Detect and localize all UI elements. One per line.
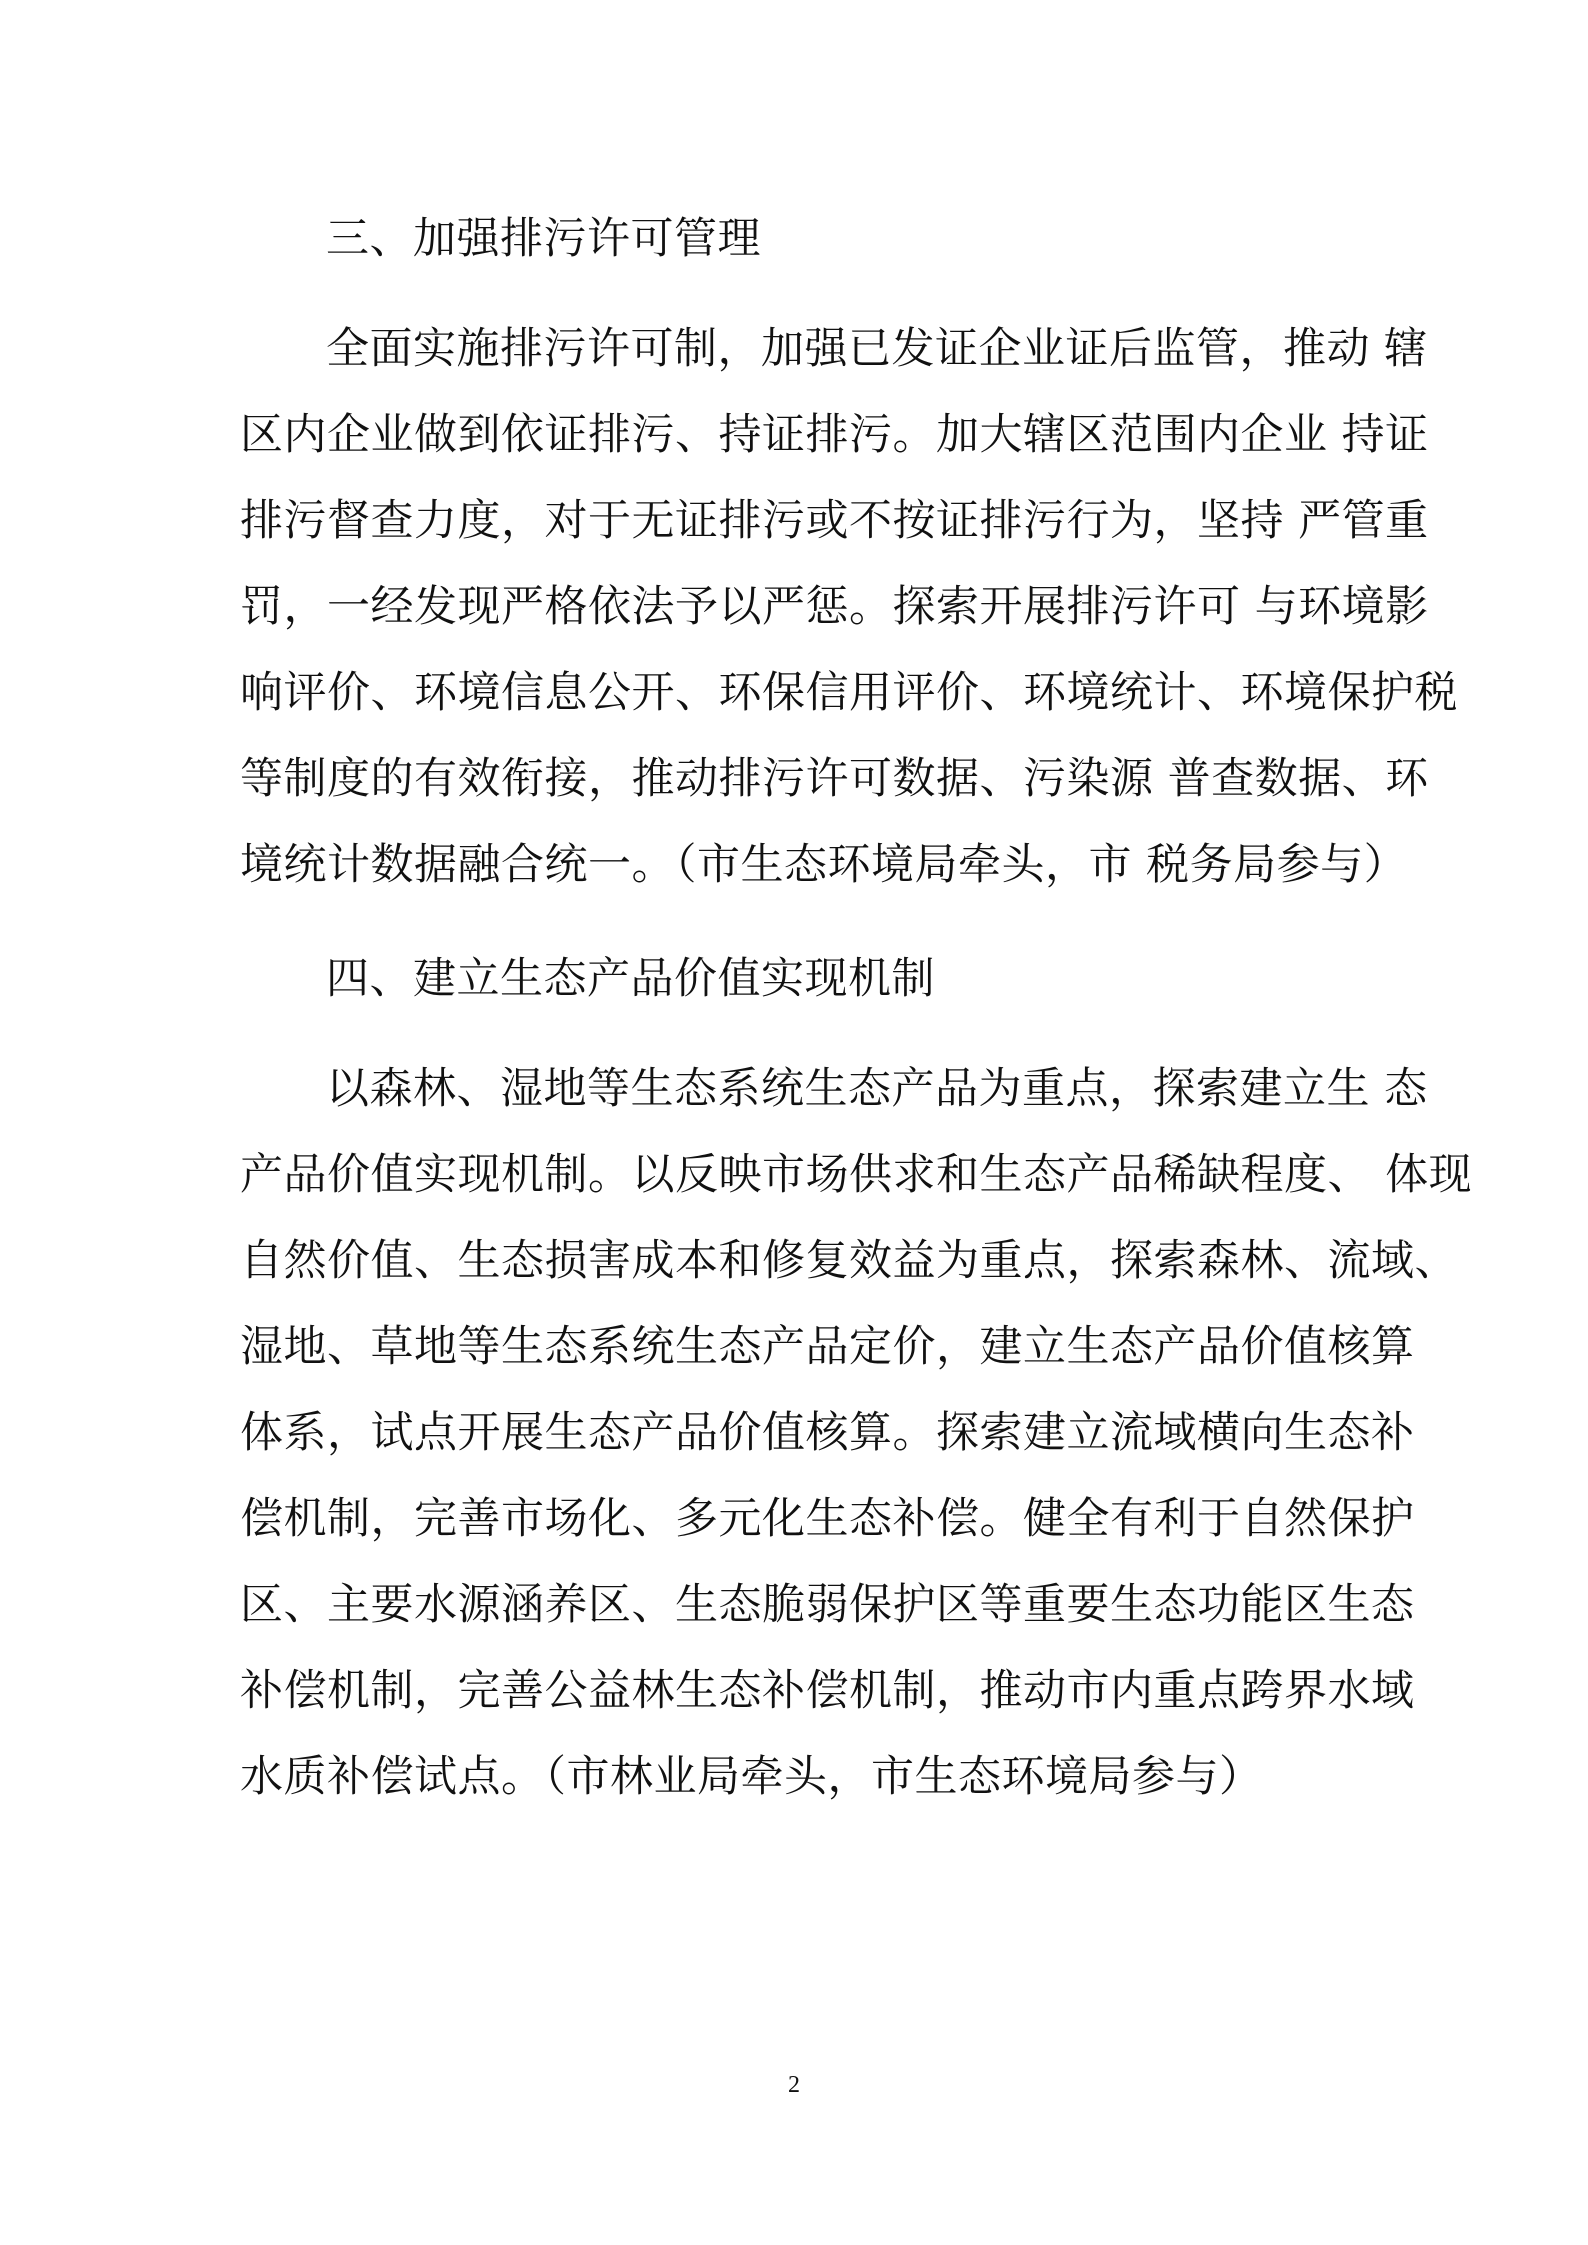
paragraph-line: 水质补偿试点。（市林业局牵头，市生态环境局参与）	[240, 1752, 1263, 1802]
paragraph-line: 补偿机制，完善公益林生态补偿机制，推动市内重点跨界水域	[240, 1666, 1415, 1716]
paragraph-line: 排污督查力度，对于无证排污或不按证排污行为，坚持 严管重	[240, 496, 1429, 546]
paragraph-line: 罚，一经发现严格依法予以严惩。探索开展排污许可 与环境影	[240, 582, 1429, 632]
paragraph-line: 境统计数据融合统一。（市生态环境局牵头，市 税务局参与）	[240, 840, 1408, 890]
paragraph-line: 自然价值、生态损害成本和修复效益为重点，探索森林、流域、	[240, 1236, 1458, 1286]
paragraph-line: 全面实施排污许可制，加强已发证企业证后监管，推动 辖	[326, 324, 1428, 374]
paragraph-line: 区、主要水源涵养区、生态脆弱保护区等重要生态功能区生态	[240, 1580, 1415, 1630]
paragraph-line: 产品价值实现机制。以反映市场供求和生态产品稀缺程度、 体现	[240, 1150, 1473, 1200]
paragraph-line: 响评价、环境信息公开、环保信用评价、环境统计、环境保护税	[240, 668, 1458, 718]
section-heading-4: 四、建立生态产品价值实现机制	[326, 954, 935, 1004]
paragraph-line: 以森林、湿地等生态系统生态产品为重点，探索建立生 态	[326, 1064, 1428, 1114]
paragraph-line: 区内企业做到依证排污、持证排污。加大辖区范围内企业 持证	[240, 410, 1429, 460]
page-number: 2	[788, 2072, 800, 2098]
section-heading-3: 三、加强排污许可管理	[326, 214, 761, 264]
paragraph-line: 偿机制，完善市场化、多元化生态补偿。健全有利于自然保护	[240, 1494, 1415, 1544]
paragraph-line: 体系，试点开展生态产品价值核算。探索建立流域横向生态补	[240, 1408, 1415, 1458]
paragraph-line: 湿地、草地等生态系统生态产品定价，建立生态产品价值核算	[240, 1322, 1415, 1372]
paragraph-line: 等制度的有效衔接，推动排污许可数据、污染源 普查数据、环	[240, 754, 1429, 804]
